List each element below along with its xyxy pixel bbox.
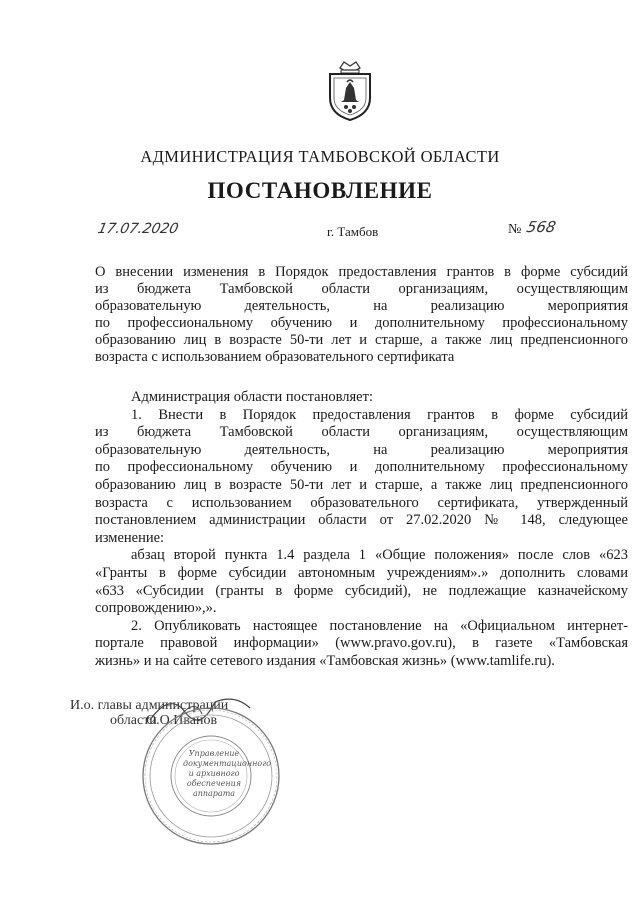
title-line: из бюджета Тамбовской области организациям, осуществляющим bbox=[95, 281, 628, 297]
body-line: портале правовой информации» (www.pravo.gov.ru), в газете «Тамбовская bbox=[95, 635, 628, 652]
signatory-name: О.О.Иванов bbox=[146, 713, 218, 728]
body-line: из бюджета Тамбовской области организациям, осуществляющим bbox=[95, 424, 628, 441]
tambov-coat-of-arms-icon bbox=[326, 60, 374, 122]
body-line: абзац второй пункта 1.4 раздела 1 «Общие положения» после слов «623 bbox=[131, 547, 628, 564]
document-number: 568 bbox=[525, 218, 558, 236]
body-line: образованию лиц в возрасте 50-ти лет и старше, а также лиц предпенсионного bbox=[95, 476, 628, 493]
title-line: по профессиональному обучению и дополнительному профессиональному bbox=[95, 315, 628, 331]
document-title bbox=[95, 264, 628, 366]
body-line: «Гранты в форме субсидии автономным учреждениям».» дополнить словами bbox=[95, 564, 628, 581]
document-number-label: № bbox=[508, 222, 522, 237]
document-city: г. Тамбов bbox=[327, 224, 379, 239]
body-intro: Администрация области постановляет: bbox=[131, 389, 373, 405]
signatory-title-cont: области bbox=[110, 713, 157, 728]
body-line: образовательную деятельность, на реализацию мероприятия bbox=[95, 441, 628, 458]
body-line: постановлением администрации области от 27.02.2020 № 148, следующее bbox=[95, 512, 628, 529]
body-line: по профессиональному обучению и дополнительному профессиональному bbox=[95, 459, 628, 476]
body-line: 2. Опубликовать настоящее постановление на «Официальном интернет- bbox=[131, 617, 628, 634]
title-line: возраста с использованием образовательного сертификата bbox=[95, 349, 455, 365]
document-date: 17.07.2020 bbox=[96, 221, 180, 237]
body-line: жизнь» и на сайте сетевого издания «Тамбовская жизнь» (www.tamlife.ru). bbox=[95, 652, 555, 669]
seal-inner-text: Управление документационного и архивного обеспечения аппарата bbox=[183, 749, 272, 798]
body-line: возраста с использованием образовательного сертификата, утвержденный bbox=[95, 494, 628, 511]
title-line: образовательную деятельность, на реализацию мероприятия bbox=[95, 298, 628, 314]
title-line: образованию лиц в возрасте 50-ти лет и старше, а также лиц предпенсионного bbox=[95, 332, 628, 348]
body-line: 1. Внести в Порядок предоставления грантов в форме субсидий bbox=[131, 406, 628, 423]
body-line: «633 «Субсидии (гранты в форме субсидий), не подлежащие казначейскому bbox=[95, 582, 628, 599]
document-type: ПОСТАНОВЛЕНИЕ bbox=[207, 178, 433, 203]
signatory-title: И.о. главы администрации bbox=[70, 698, 229, 713]
body-line: изменение: bbox=[95, 529, 165, 546]
body-line: сопровождению»,». bbox=[95, 600, 217, 617]
document-body bbox=[95, 389, 628, 671]
title-line: О внесении изменения в Порядок предоставления грантов в форме субсидий bbox=[95, 264, 628, 280]
organization-name: АДМИНИСТРАЦИЯ ТАМБОВСКОЙ ОБЛАСТИ bbox=[140, 147, 500, 166]
